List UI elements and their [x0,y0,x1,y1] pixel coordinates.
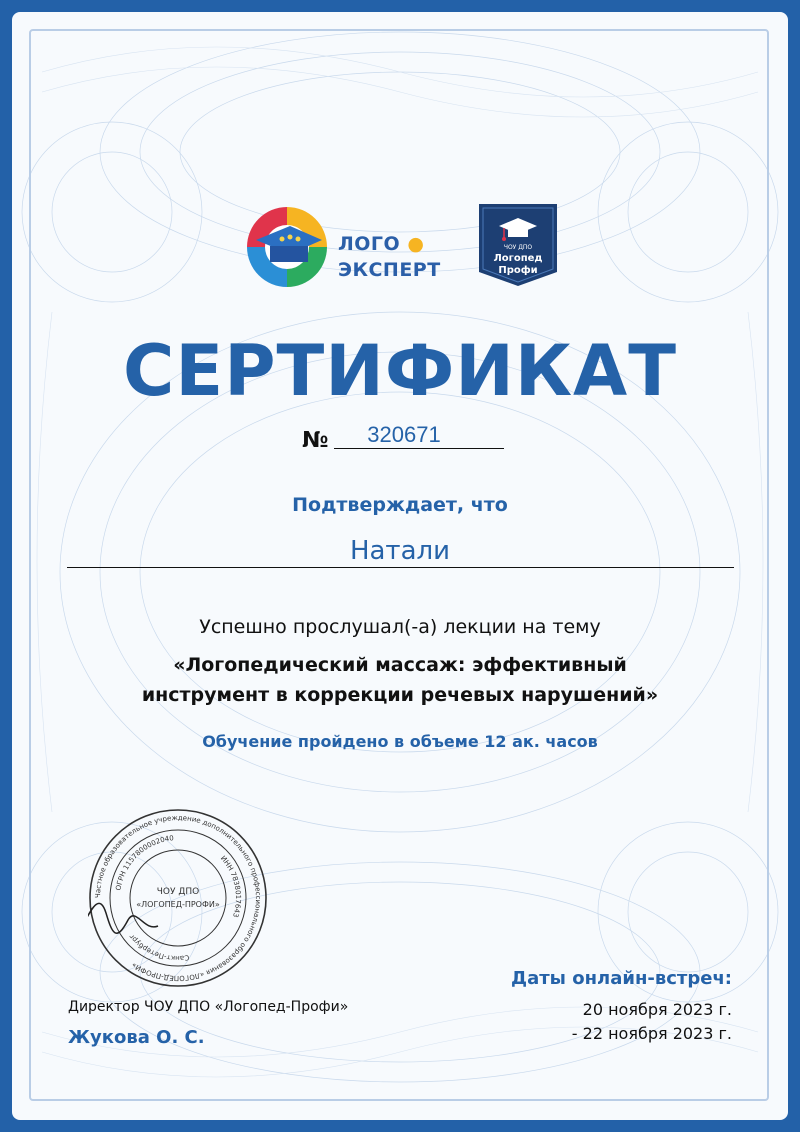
date-start: 20 ноября 2023 г. [582,1000,732,1019]
stamp-center-line1: ЧОУ ДПО [156,887,200,897]
certificate-number: 320671 [367,422,441,447]
number-label: № [302,428,329,453]
logo-expert: ЛОГО ● ЭКСПЕРТ [242,202,462,292]
director-title: Директор ЧОУ ДПО «Логопед-Профи» [68,999,349,1015]
logo-expert-line2: ЭКСПЕРТ [338,259,441,281]
stamp-inn: ИНН 7838017643 [218,854,243,919]
recipient-name: Натали [349,536,451,566]
topic-line-2: инструмент в коррекции речевых нарушений» [141,684,659,706]
svg-text:Санкт-Петербург [127,932,189,962]
listened-text: Успешно прослушал(-а) лекции на тему [199,616,601,638]
logo-expert-line1: ЛОГО [338,233,401,255]
stamp-outer-text: Частное образовательное учреждение дополнительного профессионального образования «ЛОГОПЕД-ПРОФИ» [93,813,263,983]
date-end: - 22 ноября 2023 г. [571,1024,732,1043]
confirms-text: Подтверждает, что [292,494,508,516]
topic-text [12,650,788,710]
dates-title: Даты онлайн-встреч: [511,968,732,989]
logo-expert-icon [242,202,332,292]
hours-text: Обучение пройдено в объеме 12 ак. часов [202,732,598,751]
official-stamp [88,808,268,988]
number-underline [334,448,504,449]
stamp-city: Санкт-Петербург [127,932,190,963]
name-underline [67,567,734,568]
topic-line-1: «Логопедический массаж: эффективный [173,654,627,676]
logo2-line3: Профи [498,265,538,276]
logo2-line1: ЧОУ ДПО [503,244,533,251]
certificate-title: СЕРТИФИКАТ [123,330,677,412]
logo2-line2: Логопед [493,253,543,264]
director-name: Жукова О. С. [68,1027,205,1048]
stamp-ogrn: ОГРН 1157800002040 [114,834,175,892]
svg-text:ИНН 7838017643 [219,854,242,918]
certificate-sheet [12,12,788,1120]
logo-logoped-profi [477,202,559,292]
stamp-center-line2: «ЛОГОПЕД-ПРОФИ» [136,900,220,909]
